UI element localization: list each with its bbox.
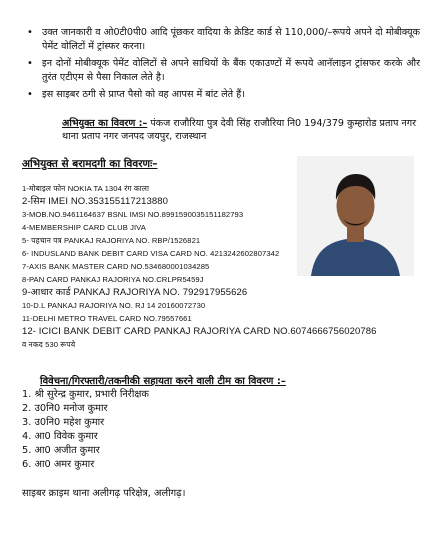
accused-text: पंकज राजौरिया पुत्र देवी सिंह राजौरिया नि0 194/379 कुम्हारोड प्रताप नगर थाना प्रताप नगर जनपद जयपुर, राजस्थान bbox=[62, 118, 417, 142]
person-photo-illustration bbox=[297, 156, 414, 276]
list-item: 3-MOB.NO.9461164637 BSNL IMSI NO.8991590035151182793 bbox=[22, 210, 244, 219]
list-item: 8-PAN CARD PANKAJ RAJORIYA NO.CRLPR5459J bbox=[22, 275, 204, 284]
modus-operandi-list bbox=[22, 26, 420, 105]
list-item: 11-DELHI METRO TRAVEL CARD NO.79557661 bbox=[22, 314, 192, 323]
bullet-item bbox=[22, 26, 420, 54]
bullet-dot: • bbox=[27, 89, 33, 100]
list-item: 4-MEMBERSHIP CARD CLUB JIVA bbox=[22, 223, 146, 232]
bullet-item bbox=[22, 57, 420, 85]
list-item: 9-आधार कार्ड PANKAJ RAJORIYA NO. 792917955626 bbox=[22, 287, 248, 298]
team-list bbox=[22, 388, 149, 472]
bullet-text: उक्त जानकारी व ओ0टी0पी0 आदि पूंछकर वादिया के क्रेडिट कार्ड से 110,000/–रूपये अपने दो मोबीक्यूक पेमेंट वोलिटों में ट्रांस्फर करना। bbox=[42, 27, 420, 52]
list-item: 12- ICICI BANK DEBIT CARD PANKAJ RAJORIYA CARD NO.6074666756020786 bbox=[22, 326, 377, 337]
list-item: 7-AXIS BANK MASTER CARD NO.534680001034285 bbox=[22, 262, 210, 271]
team-member: 2. उ0नि0 मनोज कुमार bbox=[22, 403, 108, 414]
team-member: 6. आ0 अमर कुमार bbox=[22, 459, 95, 470]
list-item: 1-मोबाइल फोन NOKIA TA 1304 रंग काला bbox=[22, 184, 150, 193]
list-item: 6- INDUSLAND BANK DEBIT CARD VISA CARD NO. 4213242602807342 bbox=[22, 249, 280, 258]
team-member: 3. उ0नि0 महेश कुमार bbox=[22, 417, 105, 428]
team-member: 5. आ0 अजीत कुमार bbox=[22, 445, 100, 456]
accused-details bbox=[62, 117, 422, 143]
bullet-item bbox=[22, 88, 420, 102]
recovery-heading: अभियुक्त से बरामदगी का विवरणः– bbox=[22, 158, 158, 170]
bullet-dot: • bbox=[27, 27, 33, 38]
list-item: 5- पहचान पत्र PANKAJ RAJORIYA NO. RBP/1526821 bbox=[22, 236, 201, 245]
bullet-text: इन दोनों मोबीक्यूक पेमेंट वोलिटों से अपने साथियों के बैंक एकाउण्टों में रूपये आनॅलाइन ट्रांसफर करके और तुरंत एटीएम से पैसा निकाल लेते है। bbox=[42, 58, 420, 83]
list-item: 2-सिम IMEI NO.353155117213880 bbox=[22, 196, 169, 207]
list-item: 10-D.L PANKAJ RAJORIYA NO. RJ 14 20160072730 bbox=[22, 301, 206, 310]
team-heading: विवेचना/गिरफ्तारी/तकनीकी सहायता करने वाली टीम का विवरण :– bbox=[40, 376, 286, 387]
footer-station: साइबर क्राइम थाना अलीगढ़ परिक्षेत्र, अलीगढ़। bbox=[22, 488, 186, 499]
accused-label: अभियुक्त का विवरण :– bbox=[62, 118, 148, 129]
accused-photo bbox=[297, 156, 414, 276]
bullet-dot: • bbox=[27, 58, 33, 69]
team-member: 4. आ0 विवेक कुमार bbox=[22, 431, 98, 442]
list-item: व नकद 530 रूपये bbox=[22, 340, 76, 349]
bullet-text: इस साइबर ठगी से प्राप्त पैसो को वह आपस में बांट लेते हैं। bbox=[42, 89, 245, 100]
recovery-items-list bbox=[22, 182, 377, 351]
team-member: 1. श्री सुरेन्द्र कुमार, प्रभारी निरीक्षक bbox=[22, 389, 149, 400]
